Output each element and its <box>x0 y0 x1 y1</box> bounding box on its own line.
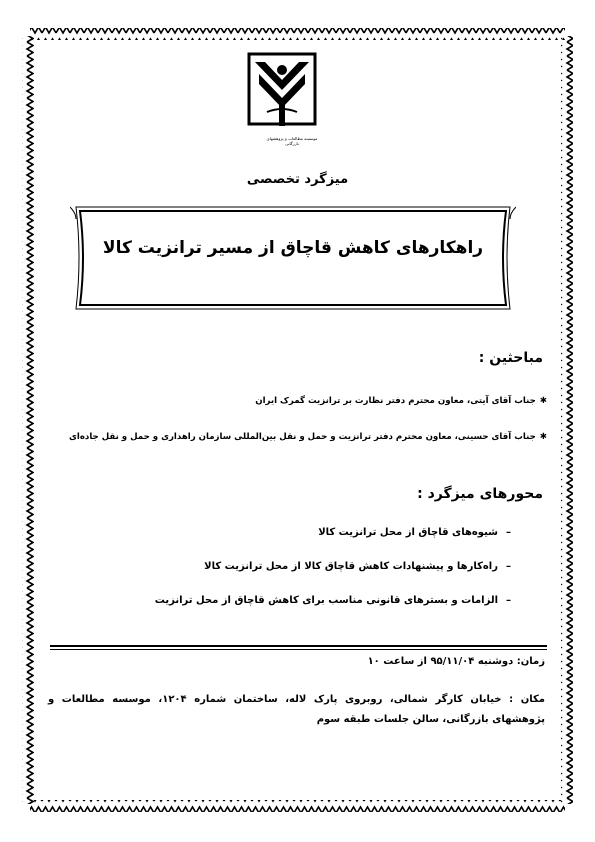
event-subtitle: میزگرد تخصصی <box>246 172 349 187</box>
dash-bullet-icon: – <box>506 561 511 572</box>
dash-bullet-icon: – <box>506 527 511 538</box>
event-time: زمان: دوشنبه ۹۵/۱۱/۰۴ از ساعت ۱۰ <box>367 656 545 667</box>
main-title: راهکارهای کاهش قاچاق از مسیر ترانزیت کالا <box>102 238 484 258</box>
speakers-heading: مباحثین : <box>478 350 543 366</box>
event-location: مکان : خیابان کارگر شمالی، روبروی پارک لاله، ساختمان شماره ۱۲۰۴، موسسه مطالعات و پژوهشهای بازرگانی، سالن جلسات طبقه سوم <box>48 694 545 725</box>
axes-heading: محورهای میزگرد : <box>417 486 543 502</box>
divider <box>50 645 547 647</box>
dash-bullet-icon: – <box>506 595 511 606</box>
speaker-item: ✱جناب آقای آیتی، معاون محترم دفتر نظارت بر ترانزیت گمرک ایران <box>255 396 547 406</box>
axis-item: –الزامات و بسترهای قانونی مناسب برای کاهش قاچاق از محل ترانزیت <box>154 595 511 606</box>
axis-item: –راه‌کارها و پیشنهادات کاهش قاچاق کالا از محل ترانزیت کالا <box>204 561 511 572</box>
institute-emblem-icon <box>247 52 317 132</box>
asterisk-bullet-icon: ✱ <box>539 432 547 442</box>
speaker-item: ✱جناب آقای حسینی، معاون محترم دفتر ترانزیت و حمل و نقل بین‌المللی سازمان راهداری و حمل و نقل جاده‌ای <box>69 432 547 442</box>
divider <box>50 649 547 650</box>
title-frame <box>70 203 516 313</box>
asterisk-bullet-icon: ✱ <box>539 396 547 406</box>
logo-caption: موسسه مطالعات و پژوهشهای بازرگانی <box>266 136 318 146</box>
axis-item: –شیوه‌های قاچاق از محل ترانزیت کالا <box>318 527 511 538</box>
